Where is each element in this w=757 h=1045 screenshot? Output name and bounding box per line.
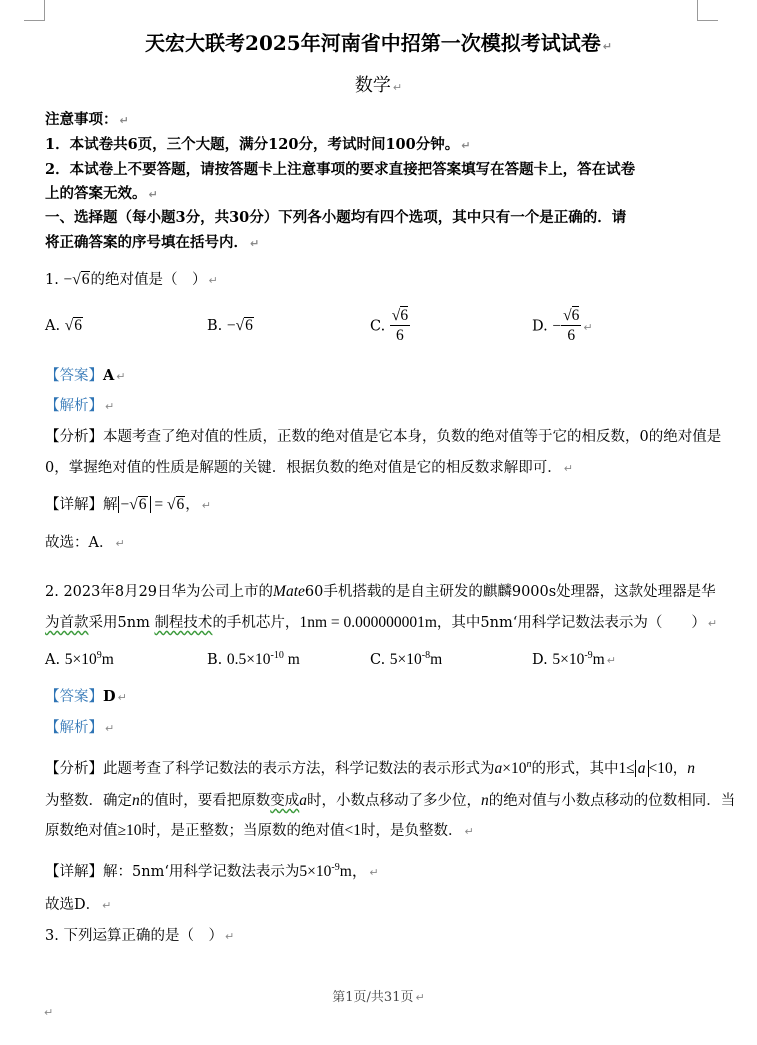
q2-analysis: 【分析】此题考查了科学记数法的表示方法，科学记数法的表示形式为$a\times 10^n$的形式，其中1≤ a <10，n bbox=[45, 759, 696, 778]
page-footer: 第1页/共31页 ↵ bbox=[332, 990, 425, 1005]
q2-option-d: D. $5\times 10^{-9}m$ ↵ bbox=[532, 650, 616, 669]
note-2-cont: 上的答案无效。 ↵ bbox=[45, 185, 158, 202]
question-2-cont: 为首款采用5nm 制程技术的手机芯片，1nm = 0.000000001m，其中5nm‘用科学记数法表示为（ ） ↵ bbox=[45, 614, 718, 631]
paragraph-mark: ↵ bbox=[44, 1006, 54, 1019]
notes-heading: 注意事项： ↵ bbox=[45, 111, 129, 128]
q1-conclusion: 故选：A． ↵ bbox=[45, 535, 125, 551]
q1-option-d: D. − $\frac{√6}{6}$ ↵ bbox=[532, 307, 593, 344]
q2-option-a: A. $5\times 10^9m$ bbox=[45, 650, 114, 669]
q2-explain-tag: 【解析】 ↵ bbox=[45, 720, 115, 736]
q1-answer: 【答案】A ↵ bbox=[45, 367, 126, 384]
q1-option-b: B. −√6 bbox=[207, 317, 253, 334]
question-3: 3. 下列运算正确的是（ ） ↵ bbox=[45, 928, 235, 944]
q2-answer: 【答案】D ↵ bbox=[45, 688, 127, 705]
q2-conclusion: 故选D． ↵ bbox=[45, 897, 112, 913]
q1-analysis: 【分析】本题考查了绝对值的性质，正数的绝对值是它本身，负数的绝对值等于它的相反数，0的绝对值是 bbox=[45, 429, 722, 445]
q2-analysis-cont: 为整数．确定n的值时，要看把原数变成a时，小数点移动了多少位，n的绝对值与小数点移动的位数相同．当 bbox=[45, 792, 736, 809]
subject-title: 数学 ↵ bbox=[354, 75, 403, 96]
margin-corner-top-right bbox=[697, 0, 718, 21]
q1-option-c: C. $\frac{√6}{6}$ bbox=[370, 307, 409, 344]
q1-analysis-cont: 0，掌握绝对值的性质是解题的关键．根据负数的绝对值是它的相反数求解即可． ↵ bbox=[45, 460, 573, 476]
q2-option-b: B. $0.5\times 10^{-10}$ m bbox=[207, 650, 300, 669]
sqrt-6: √6 bbox=[72, 271, 90, 288]
margin-corner-top-left bbox=[24, 0, 45, 21]
q1-detail: 【详解】解 −√6 = √6， ↵ bbox=[45, 496, 211, 513]
section-1-heading-cont: 将正确答案的序号填在括号内． ↵ bbox=[45, 234, 260, 251]
section-1-heading: 一、选择题（每小题3分，共30分）下列各小题均有四个选项，其中只有一个是正确的．请 bbox=[45, 209, 627, 226]
q2-detail: 【详解】解：5nm‘用科学记数法表示为$5\times 10^{-9}m$， ↵ bbox=[45, 862, 379, 881]
q1-option-a: A. √6 bbox=[45, 317, 82, 334]
note-1: 1．本试卷共6页，三个大题，满分120分，考试时间100分钟。 ↵ bbox=[45, 136, 471, 153]
note-2: 2．本试卷上不要答题，请按答题卡上注意事项的要求直接把答案填写在答题卡上，答在试卷 bbox=[45, 161, 636, 178]
document-title: 天宏大联考2025年河南省中招第一次模拟考试试卷 ↵ bbox=[145, 31, 612, 55]
q2-analysis-cont-2: 原数绝对值≥10时，是正整数；当原数的绝对值<1时，是负整数． ↵ bbox=[45, 822, 474, 839]
question-2: 2. 2023年8月29日华为公司上市的Mate60手机搭载的是自主研发的麒麟9000s处理器，这款处理器是华 bbox=[45, 583, 716, 600]
q1-explain-tag: 【解析】 ↵ bbox=[45, 398, 115, 414]
q2-option-c: C. $5\times 10^{-8}m$ bbox=[370, 650, 443, 669]
question-1: 1. −√6的绝对值是（ ） ↵ bbox=[45, 271, 218, 288]
